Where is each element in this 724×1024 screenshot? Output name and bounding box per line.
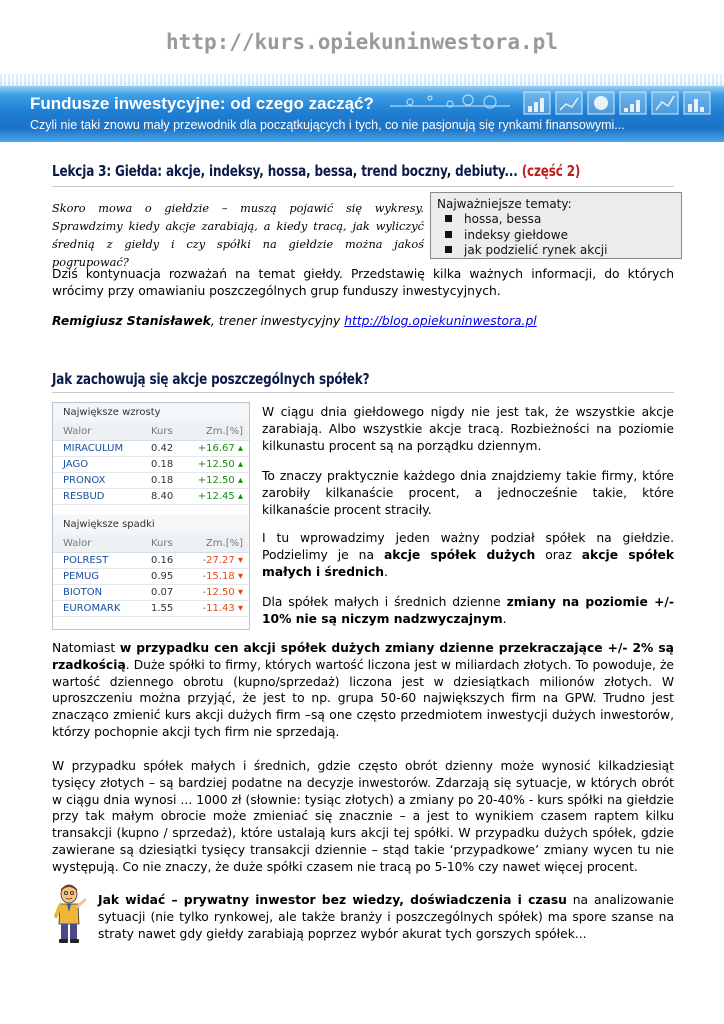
right-paragraph-1: W ciągu dnia giełdowego nigdy nie jest tak, że wszystkie akcje zarabiają. Albo wszystkie akcje tracą. Rozbieżności na poziomie kilkunastu procent są na porządku dziennym. [262, 405, 674, 453]
arrow-up-icon: ▴ [237, 443, 243, 454]
stock-name[interactable]: PRONOX [63, 475, 106, 486]
stock-name[interactable]: EUROMARK [63, 603, 121, 614]
author-role: , trener inwestycyjny [210, 314, 345, 328]
large-caps-paragraph: Natomiast w przypadku cen akcji spółek dużych zmiany dzienne przekraczające +/- 2% są rzadkością. Duże spółki to firmy, których wartość liczona jest w miliardach złotych. To powoduje, że wartość dziennego obrotu (kupno/sprzedaż) liczona jest w dziesiątkach milionów złotych. W uproszczeniu można przyjąć, że jest to np. grupa 50-60 największych firm na GPW. Trudno jest znacząco zmienić kurs akcji dużych firm –są one często przedmiotem inwestycji dużych inwestorów, którzy pochopnie akcji tych firm nie sprzedają. [52, 641, 674, 739]
topic-item: indeksy giełdowe [445, 228, 675, 244]
losers-header: Walor Kurs Zm.[%] [53, 535, 249, 553]
tip-paragraph: Jak widać – prywatny inwestor bez wiedzy, doświadczenia i czasu na analizowanie sytuacji (nie tylko rynkowej, ale także branży i poszczególnych spółek) ma spore szanse na straty nawet gdy giełdy zarabiają poprzez wybór akurat tych gorszych spółek... [98, 893, 674, 941]
topics-list [437, 212, 675, 259]
arrow-down-icon: ▾ [237, 571, 243, 582]
right-paragraph-2: To znaczy praktycznie każdego dnia znajdziemy takie firmy, które zarobiły kilkanaście procent, a jednocześnie takie, które kilkanaście procent straciły. [262, 469, 674, 517]
stock-movers-widget [52, 402, 250, 630]
lesson-title: Giełda: akcje, indeksy, hossa, bessa, trend boczny, debiuty... [110, 162, 518, 180]
topic-item: hossa, bessa [445, 212, 675, 228]
table-row[interactable]: BIOTON 0.07 -12.50 ▾ [53, 585, 249, 601]
lesson-heading [52, 162, 580, 180]
presenter-figure-icon [52, 884, 86, 944]
arrow-up-icon: ▴ [237, 459, 243, 470]
arrow-down-icon: ▾ [237, 555, 243, 566]
table-row[interactable]: EUROMARK 1.55 -11.43 ▾ [53, 601, 249, 617]
table-row[interactable]: RESBUD 8.40 +12.45 ▴ [53, 489, 249, 505]
author-line [52, 314, 537, 328]
stock-name[interactable]: PEMUG [63, 571, 100, 582]
intro-paragraph: Dziś kontynuacja rozważań na temat giełdy. Przedstawię kilka ważnych informacji, do których wrócimy przy omawianiu poszczególnych grup funduszy inwestycyjnych. [52, 267, 674, 298]
right-paragraph-4: Dla spółek małych i średnich dzienne zmiany na poziomie +/- 10% nie są niczym nadzwyczajnym. [262, 595, 674, 626]
gainers-title: Największe wzrosty [53, 403, 249, 423]
banner-chart-icons [390, 90, 724, 118]
table-row[interactable]: PRONOX 0.18 +12.50 ▴ [53, 473, 249, 489]
right-paragraph-3: I tu wprowadzimy jeden ważny podział spółek na giełdzie. Podzielimy je na akcje spółek dużych oraz akcje spółek małych i średnich. [262, 531, 675, 579]
topics-box [430, 192, 682, 259]
section-heading: Jak zachowują się akcje poszczególnych spółek? [52, 370, 370, 388]
stock-name[interactable]: JAGO [63, 459, 89, 470]
stock-name[interactable]: MIRACULUM [63, 443, 124, 454]
heading-rule [52, 186, 674, 187]
section-rule [52, 392, 674, 393]
topic-item: jak podzielić rynek akcji [445, 243, 675, 259]
small-caps-paragraph: W przypadku spółek małych i średnich, gdzie często obrót dzienny może wynosić kilkadziesiąt tysięcy złotych – są bardziej podatne na decyzje inwestorów. Zdarzają się sytuacje, w których obrót w ciągu dnia wynosi ... 1000 zł (słownie: tysiąc złotych) a zmiany po 20-40% - kurs spółki na giełdzie przy tak małym obrocie może zmieniać się znacznie – a jest to wynikiem czasem raptem kilku transakcji (kupno / sprzedaż), które ustalają kurs akcji tej spółki. W przypadku dużych spółek, gdzie zawierane są dziesiątki tysięcy transakcji dziennie – stąd takie ‘przypadkowe’ zmiany wycen tu nie występują. Co nie znaczy, że duże spółki czasem nie tracą po 5-10% czy nawet więcej procent. [52, 759, 674, 874]
lesson-part: (część 2) [517, 162, 581, 180]
author-name: Remigiusz Stanisławek [52, 314, 211, 328]
arrow-down-icon: ▾ [237, 587, 243, 598]
lead-text: Skoro mowa o giełdzie – muszą pojawić się wykresy. Sprawdzimy kiedy akcje zarabiają, a kiedy tracą, jak wyliczyć średnią z giełdy i czy spółki na giełdzie można jakoś pogrupować? [52, 202, 424, 269]
site-url[interactable]: http://kurs.opiekuninwestora.pl [166, 30, 558, 54]
course-banner [0, 74, 724, 142]
table-row[interactable]: PEMUG 0.95 -15.18 ▾ [53, 569, 249, 585]
arrow-up-icon: ▴ [237, 475, 243, 486]
blog-link[interactable]: http://blog.opiekuninwestora.pl [344, 314, 537, 328]
losers-title: Największe spadki [53, 515, 249, 535]
arrow-down-icon: ▾ [237, 603, 243, 614]
topics-title: Najważniejsze tematy: [437, 197, 572, 211]
table-row[interactable]: POLREST 0.16 -27.27 ▾ [53, 553, 249, 569]
lesson-prefix: Lekcja 3: [52, 162, 111, 180]
bullet-square-icon [445, 246, 452, 253]
banner-title: Fundusze inwestycyjne: od czego zacząć? [30, 94, 374, 113]
stock-name[interactable]: RESBUD [63, 491, 105, 502]
table-row[interactable]: JAGO 0.18 +12.50 ▴ [53, 457, 249, 473]
banner-pattern [0, 74, 724, 86]
arrow-up-icon: ▴ [237, 491, 243, 502]
bullet-square-icon [445, 215, 452, 222]
table-row[interactable]: MIRACULUM 0.42 +16.67 ▴ [53, 441, 249, 457]
stock-name[interactable]: BIOTON [63, 587, 103, 598]
gainers-header: Walor Kurs Zm.[%] [53, 423, 249, 441]
bullet-square-icon [445, 231, 452, 238]
banner-subtitle: Czyli nie taki znowu mały przewodnik dla początkujących i tych, co nie pasjonują się rynkami finansowymi... [30, 118, 625, 132]
stock-name[interactable]: POLREST [63, 555, 109, 566]
